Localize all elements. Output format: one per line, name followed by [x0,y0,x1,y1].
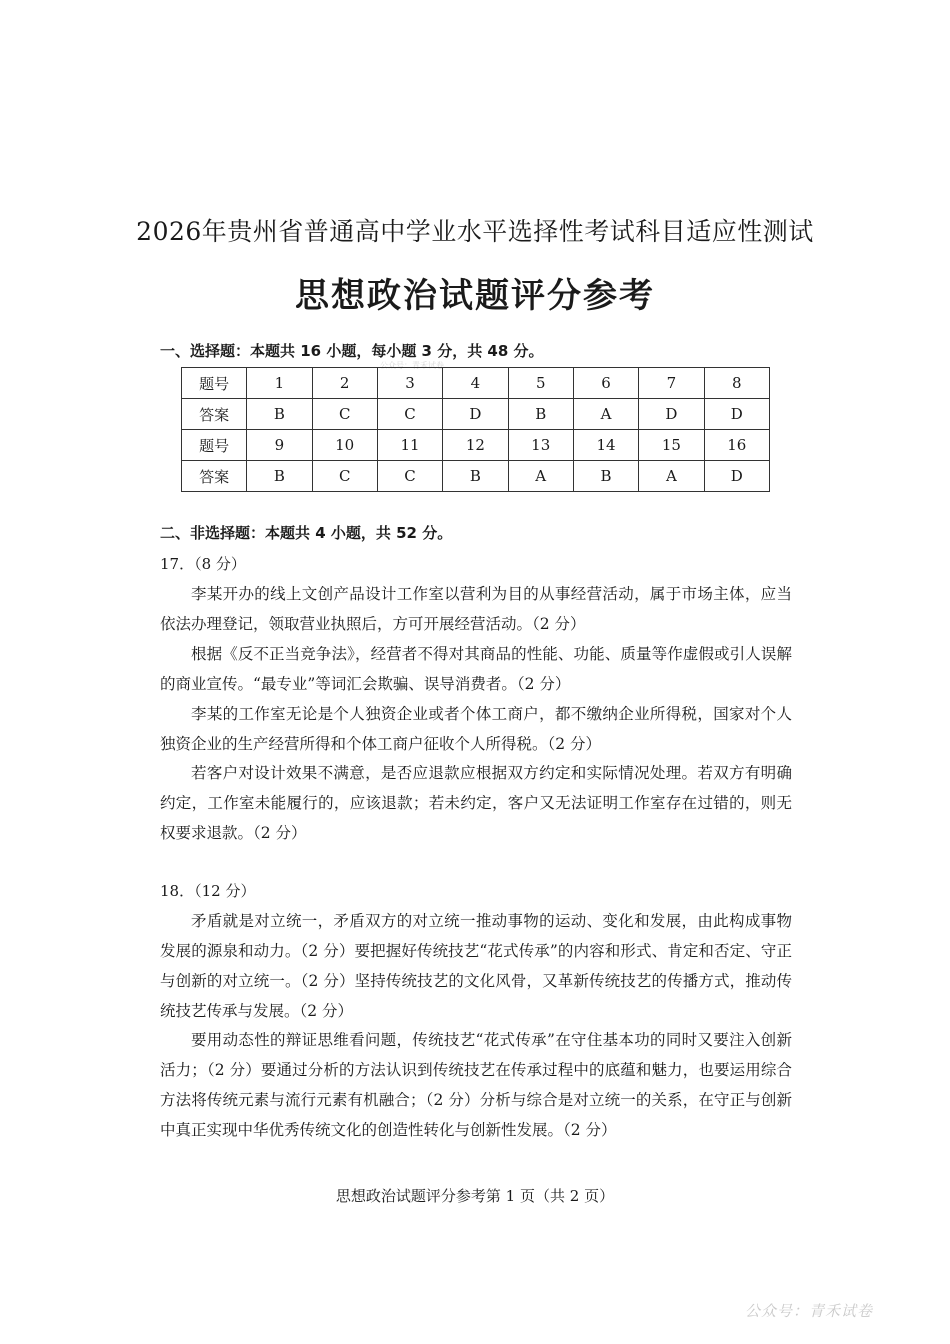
table-row [182,399,770,430]
q18-paragraph-2: 要用动态性的辩证思维看问题，传统技艺“花式传承”在守住基本功的同时又要注入创新活力；（2 分）要通过分析的方法认识到传统技艺在传承过程中的底蕴和魅力，也要运用综合方法将传统元素与流行元素有机融合；（2 分）分析与综合是对立统一的关系，在守正与创新中真正实现中华优秀传统文化的创造性转化与创新性发展。（2 分） [160,1031,792,1139]
table-cell: 3 [377,368,442,399]
table-cell: 9 [247,430,312,461]
table-cell: B [247,399,312,430]
table-cell: 5 [508,368,573,399]
table-cell: D [704,461,769,492]
table-cell: D [704,399,769,430]
row-label: 答案 [182,399,247,430]
table-cell: 8 [704,368,769,399]
table-row [182,368,770,399]
table-row [182,430,770,461]
document-subtitle: 思想政治试题评分参考 [295,276,655,316]
table-cell: B [247,461,312,492]
exam-title: 2026年贵州省普通高中学业水平选择性考试科目适应性测试 [136,217,814,246]
row-label: 题号 [182,430,247,461]
table-cell: D [639,399,704,430]
watermark-mid: 公众号：青禾试卷 [380,361,444,370]
table-cell: 4 [443,368,508,399]
table-cell: A [573,399,638,430]
q17-paragraph-1: 李某开办的线上文创产品设计工作室以营利为目的从事经营活动，属于市场主体，应当依法办理登记，领取营业执照后，方可开展经营活动。（2 分） [160,585,792,633]
table-cell: 1 [247,368,312,399]
table-cell: 11 [377,430,442,461]
table-cell: A [639,461,704,492]
q17-paragraph-4: 若客户对设计效果不满意，是否应退款应根据双方约定和实际情况处理。若双方有明确约定，工作室未能履行的，应该退款；若未约定，客户又无法证明工作室存在过错的，则无权要求退款。（2 分） [160,764,792,842]
table-cell: 16 [704,430,769,461]
section2-heading: 二、非选择题：本题共 4 小题，共 52 分。 [160,524,453,542]
table-cell: C [377,461,442,492]
table-cell: 6 [573,368,638,399]
table-cell: 10 [312,430,377,461]
table-cell: B [508,399,573,430]
table-cell: 7 [639,368,704,399]
table-cell: B [573,461,638,492]
watermark-corner: 公众号：青禾试卷 [745,1302,874,1320]
table-cell: 13 [508,430,573,461]
page-footer: 思想政治试题评分参考第 1 页（共 2 页） [335,1187,615,1205]
question-18-label: 18．（12 分） [160,882,256,900]
table-cell: B [443,461,508,492]
table-row [182,461,770,492]
table-cell: A [508,461,573,492]
table-cell: 12 [443,430,508,461]
table-cell: 14 [573,430,638,461]
answer-table [181,367,770,492]
q18-paragraph-1: 矛盾就是对立统一，矛盾双方的对立统一推动事物的运动、变化和发展，由此构成事物发展的源泉和动力。（2 分）要把握好传统技艺“花式传承”的内容和形式、肯定和否定、守正与创新的对立统一。（2 分）坚持传统技艺的文化风骨，又革新传统技艺的传播方式，推动传统技艺传承与发展。（2 分） [160,912,792,1020]
table-cell: 15 [639,430,704,461]
table-cell: C [312,461,377,492]
q17-paragraph-2: 根据《反不正当竞争法》，经营者不得对其商品的性能、功能、质量等作虚假或引人误解的商业宣传。“最专业”等词汇会欺骗、误导消费者。（2 分） [160,645,792,693]
table-cell: C [312,399,377,430]
section1-heading: 一、选择题：本题共 16 小题，每小题 3 分，共 48 分。 [160,342,544,360]
row-label: 题号 [182,368,247,399]
question-17-label: 17．（8 分） [160,555,246,573]
table-cell: 2 [312,368,377,399]
row-label: 答案 [182,461,247,492]
table-cell: D [443,399,508,430]
table-cell: C [377,399,442,430]
q17-paragraph-3: 李某的工作室无论是个人独资企业或者个体工商户，都不缴纳企业所得税，国家对个人独资企业的生产经营所得和个体工商户征收个人所得税。（2 分） [160,705,792,753]
